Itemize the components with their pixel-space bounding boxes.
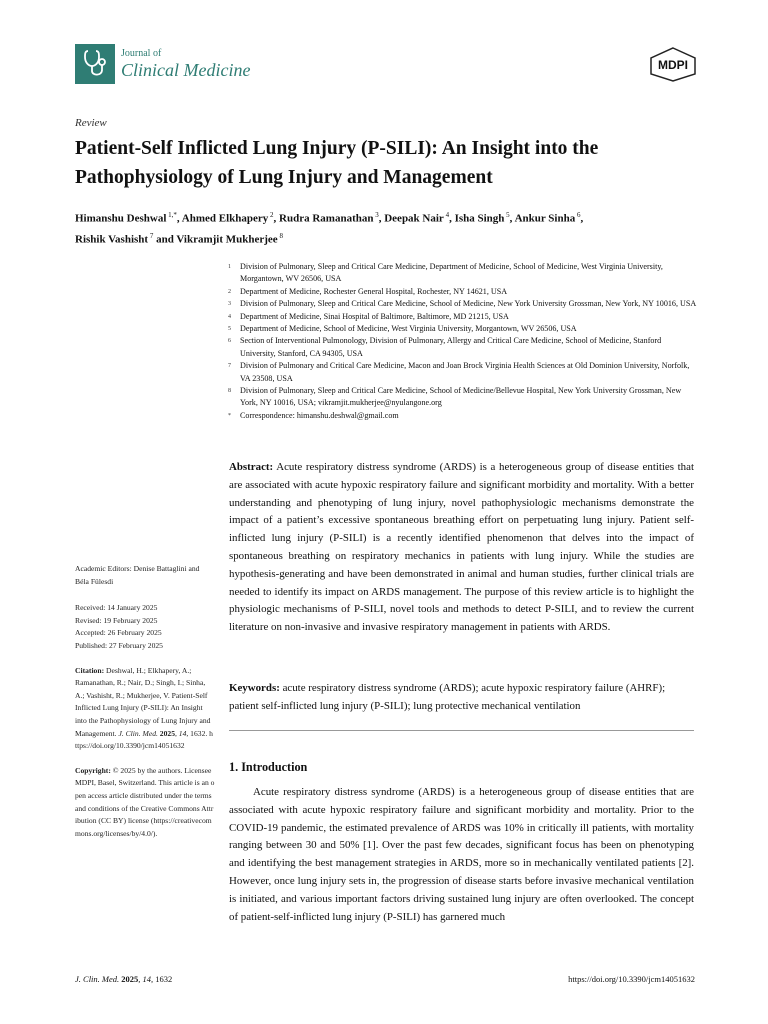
- citation-label: Citation:: [75, 665, 105, 675]
- affiliation-text: Department of Medicine, School of Medicine, West Virginia University, Morgantown, WV 26506, USA: [240, 324, 577, 334]
- footer-page: 1632: [155, 974, 173, 984]
- intro-paragraph: Acute respiratory distress syndrome (ARDS) is a heterogeneous group of disease entities that are associated with acute hypoxic respiratory failure and significant morbidity and mortality. Prior to the COVID-19 pandemic, the estimated prevalence of ARDS was 10% in critically ill patients, with mortality ranging between 30 and 50% [1]. Over the past few decades, significant focus has been on phenotyping and identifying the best management strategies in ARDS, more so in mechanically ventilated patients [2]. However, once lung injury sets in, the progression of disease starts before invasive mechanical ventilation is initiated, and various important factors driving sustained lung injury are often overlooked. The concept of patient-self-inflicted lung injury (P-SILI) has garnered much: [229, 786, 694, 923]
- abstract-text: Acute respiratory distress syndrome (ARDS) is a heterogeneous group of disease entities that are associated with acute hypoxic respiratory failure and significant morbidity and mortality. With a better understanding and phenotyping of lung injury, novel pathophysiologic mechanisms demonstrate the impact of a patient’s excessive spontaneous breathing effort on perpetuating lung injury. Patient self-inflicted lung injury (P-SILI) is a recently identified phenomenon that delves into the impact of spontaneous breathing on respiratory mechanics in patients with lung injury. While the studies are hypothesis-generating and have been demonstrated in animal and human studies, further clinical trials are needed to identify its impact on ARDS management. The purpose of this review article is to highlight the physiologic mechanisms of P-SILI, novel tools and methods to detect P-SILI, and to review the current literature on non-invasive and invasive respiratory management in patients with ARDS.: [229, 461, 694, 634]
- footer-doi-link[interactable]: https://doi.org/10.3390/jcm14051632: [568, 974, 695, 984]
- accepted-date: Accepted: 26 February 2025: [75, 628, 162, 638]
- abstract-label: Abstract:: [229, 461, 274, 473]
- affiliation-number: 5: [228, 326, 231, 333]
- affiliation-list: [228, 261, 698, 422]
- copyright-text: © 2025 by the authors. Licensee MDPI, Basel, Switzerland. This article is an open access article distributed under the terms and conditions of the Creative Commons Attribution (CC BY) license (https://creativecommons.org/licenses/by/4.0/).: [75, 765, 215, 838]
- affiliation-item: [228, 410, 698, 422]
- journal-name: Clinical Medicine: [121, 60, 251, 80]
- author-affiliation-mark: 6: [575, 211, 581, 219]
- author-list: [75, 207, 705, 248]
- author-affiliation-mark: 2: [268, 211, 274, 219]
- affiliation-number: 7: [228, 363, 231, 370]
- affiliation-item: [228, 335, 698, 360]
- footer-journal: J. Clin. Med.: [75, 974, 120, 984]
- article-type: Review: [75, 117, 107, 129]
- affiliation-number: *: [228, 412, 231, 419]
- author-affiliation-mark: 4: [443, 211, 450, 219]
- article-title: Patient-Self Inflicted Lung Injury (P-SILI): An Insight into the Pathophysiology of Lung Injury and Management: [75, 138, 599, 188]
- author-name: Isha Singh: [454, 212, 505, 225]
- footer-year: 2025: [121, 974, 139, 984]
- abstract: [229, 459, 694, 637]
- copyright-label: Copyright:: [75, 765, 111, 775]
- journal-of-label: Journal of: [121, 48, 162, 59]
- published-date: Published: 27 February 2025: [75, 640, 163, 650]
- affiliation-item: [228, 323, 698, 335]
- citation-page: , 1632.: [186, 728, 208, 738]
- author-separator: ,: [378, 212, 385, 225]
- affiliation-item: [228, 298, 698, 310]
- author-affiliation-mark: 3: [373, 211, 379, 219]
- citation-journal: J. Clin. Med.: [118, 728, 158, 738]
- citation-text: Deshwal, H.; Elkhapery, A.; Ramanathan, R.; Nair, D.; Singh, I.; Sinha, A.; Vashisht, R.; Mukherjee, V. Patient-Self Inflicted Lung Injury (P-SILI): An Insight into the Pathophysiology of Lung Injury and Management.: [75, 665, 211, 738]
- author-name: Rishik Vashisht: [75, 233, 149, 246]
- section-heading: 1. Introduction: [229, 760, 308, 774]
- author-name: Ahmed Elkhapery: [181, 212, 269, 225]
- affiliation-text: Division of Pulmonary, Sleep and Critical Care Medicine, Department of Medicine, School of Medicine, West Virginia University, Morgantown, WV 26506, USA: [240, 262, 663, 284]
- affiliation-text: Division of Pulmonary, Sleep and Critical Care Medicine, School of Medicine/Bellevue Hospital, New York University Grossman, New York, NY 10016, USA; vikramjit.mukherjee@nyulangone.org: [240, 386, 682, 408]
- affiliation-number: 3: [228, 301, 231, 308]
- journal-logo: [75, 44, 250, 84]
- author-name: Ankur Sinha: [514, 212, 576, 225]
- affiliation-text: Section of Interventional Pulmonology, Division of Pulmonary, Allergy and Critical Care Medicine, School of Medicine, Stanford University, Stanford, CA 94305, USA: [240, 336, 662, 358]
- author-name: Deepak Nair: [384, 212, 444, 225]
- author-separator: ,: [449, 212, 455, 225]
- author-separator: ,: [509, 212, 515, 225]
- affiliation-text: Division of Pulmonary and Critical Care Medicine, Macon and Joan Brock Virginia Health Sciences at Old Dominion University, Norfolk, VA 23508, USA: [240, 361, 690, 383]
- affiliation-number: 8: [228, 388, 231, 395]
- affiliation-item: [228, 360, 698, 385]
- author-affiliation-mark: 7: [148, 231, 154, 240]
- author-name: Himanshu Deshwal: [75, 212, 167, 225]
- divider: [229, 730, 694, 731]
- citation-year: 2025: [159, 728, 175, 738]
- academic-editors: Academic Editors: Denise Battaglini and Béla Fülesdi: [75, 564, 200, 586]
- author-separator: ,: [580, 212, 584, 225]
- author-separator: ,: [176, 212, 182, 225]
- affiliation-item: [228, 311, 698, 323]
- keywords-label: Keywords:: [229, 682, 280, 694]
- author-affiliation-mark: 5: [504, 211, 510, 219]
- received-date: Received: 14 January 2025: [75, 603, 158, 613]
- affiliation-text: Correspondence: himanshu.deshwal@gmail.com: [240, 410, 399, 420]
- footer-volume: 14: [142, 974, 152, 984]
- keywords: [229, 680, 694, 716]
- author-affiliation-mark: 1,*: [166, 211, 177, 219]
- revised-date: Revised: 19 February 2025: [75, 615, 158, 625]
- author-separator: and: [153, 233, 177, 246]
- affiliation-number: 4: [228, 313, 231, 320]
- affiliation-text: Department of Medicine, Rochester General Hospital, Rochester, NY 14621, USA: [240, 286, 508, 296]
- citation-volume: 14: [178, 728, 187, 738]
- keywords-text: acute respiratory distress syndrome (ARDS); acute hypoxic respiratory failure (AHRF); patient self-inflicted lung injury (P-SILI); lung protective mechanical ventilation: [229, 682, 666, 712]
- stethoscope-icon: [75, 44, 115, 84]
- affiliation-item: [228, 385, 698, 410]
- affiliation-item: [228, 286, 698, 298]
- footer-citation: J. Clin. Med. 2025, 14, 1632: [75, 974, 173, 984]
- affiliation-number: 6: [228, 338, 231, 345]
- article-info-sidebar: [75, 563, 215, 848]
- author-name: Rudra Ramanathan: [279, 212, 374, 225]
- author-name: Vikramjit Mukherjee: [176, 233, 278, 246]
- copyright: [75, 765, 215, 841]
- affiliation-text: Division of Pulmonary, Sleep and Critical Care Medicine, School of Medicine, New York University Grossman, New York, NY 10016, USA: [240, 299, 697, 309]
- citation-doi-link[interactable]: https://doi.org/10.3390/jcm14051632: [75, 728, 213, 751]
- mdpi-logo: [648, 46, 698, 82]
- affiliation-number: 1: [228, 264, 231, 270]
- author-affiliation-mark: 8: [277, 231, 283, 240]
- citation: Citation: Deshwal, H.; Elkhapery, A.; Ramanathan, R.; Nair, D.; Singh, I.; Sinha, A.; Vashisht, R.; Mukherjee, V. Patient-Self Inflicted Lung Injury (P-SILI): An Insight into the Pathophysiology of Lung Injury and Management. J. Clin. Med. 2025, 14, 1632. https://doi.org/10.3390/jcm14051632: [75, 665, 213, 751]
- publisher-name: MDPI: [658, 58, 688, 72]
- affiliation-number: 2: [228, 288, 231, 295]
- affiliation-text: Department of Medicine, Sinai Hospital of Baltimore, Baltimore, MD 21215, USA: [240, 311, 509, 321]
- affiliation-item: [228, 261, 698, 286]
- author-separator: ,: [273, 212, 280, 225]
